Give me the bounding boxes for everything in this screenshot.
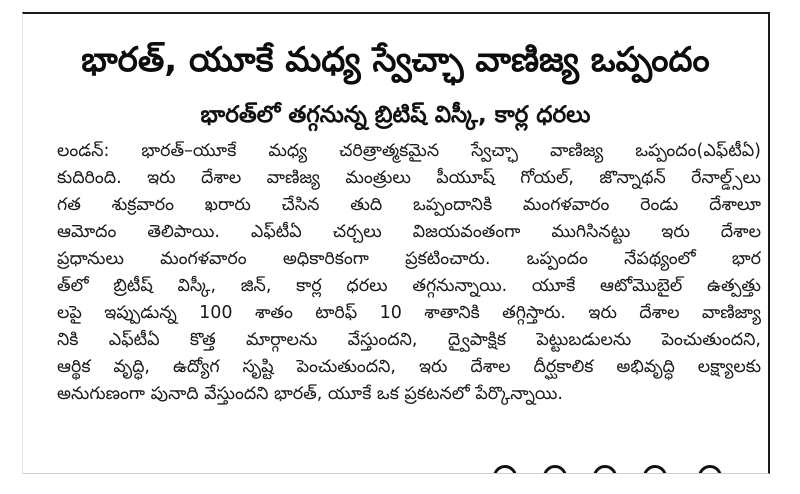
body-line: కుదిరింది. ఇరు దేశాల వాణిజ్య మంత్రులు పీయూష్ గోయల్, జొన్నాథన్ రేనాల్డ్స్‌లు	[57, 168, 761, 188]
cropped-glyph	[543, 465, 567, 473]
cropped-glyph	[643, 465, 667, 473]
subheadline: భారత్‌లో తగ్గనున్న బ్రిటిష్ విస్కీ, కార్ల ధరలు	[200, 102, 591, 128]
cropped-glyph	[593, 465, 617, 473]
next-article-fragment	[23, 459, 768, 473]
cropped-glyph	[493, 465, 517, 473]
headline: భారత్, యూకే మధ్య స్వేచ్ఛా వాణిజ్య ఒప్పందం	[81, 40, 710, 80]
body-line: నికి ఎఫ్‌టీఏ కొత్త మార్గాలను వేస్తుందని, ద్వైపాక్షిక పెట్టుబడులను పెంచుతుందని,	[57, 330, 761, 350]
body-line: అనుగుణంగా పునాది వేస్తుందని భారత్, యూకే ఒక ప్రకటనలో పేర్కొన్నాయి.	[57, 384, 563, 404]
body-line: లండన్: భారత్–యూకే మధ్య చరిత్రాత్మకమైన స్వేచ్ఛా వాణిజ్య ఒప్పందం(ఎఫ్‌టీఏ)	[57, 141, 761, 161]
cropped-glyph	[698, 465, 722, 473]
body-line: గత శుక్రవారం ఖరారు చేసిన తుది ఒప్పందానికి మంగళవారం రెండు దేశాలూ	[57, 195, 761, 215]
body-line: ప్రధానులు మంగళవారం అధికారికంగా ప్రకటించారు. ఒప్పందం నేపథ్యంలో భార	[57, 249, 761, 269]
body-line: లపై ఇప్పుడున్న 100 శాతం టారిఫ్ 10 శాతానికి తగ్గిస్తారు. ఇరు దేశాల వాణిజ్యా	[57, 303, 761, 323]
body-line: ఆర్థిక వృద్ధి, ఉద్యోగ సృష్టి పెంచుతుందని, ఇరు దేశాల దీర్ఘకాలిక అభివృద్ధి లక్ష్యాలకు	[57, 357, 761, 377]
article-body	[57, 138, 761, 408]
news-clipping	[22, 12, 770, 474]
body-line: త్‌లో బ్రిటీష్ విస్కీ, జిన్, కార్ల ధరలు తగ్గనున్నాయి. యూకే ఆటోమొబైల్ ఉత్పత్తు	[57, 276, 761, 296]
body-line: ఆమోదం తెలిపాయి. ఎఫ్‌టీఏ చర్చలు విజయవంతంగా ముగిసినట్టు ఇరు దేశాల	[57, 222, 761, 242]
